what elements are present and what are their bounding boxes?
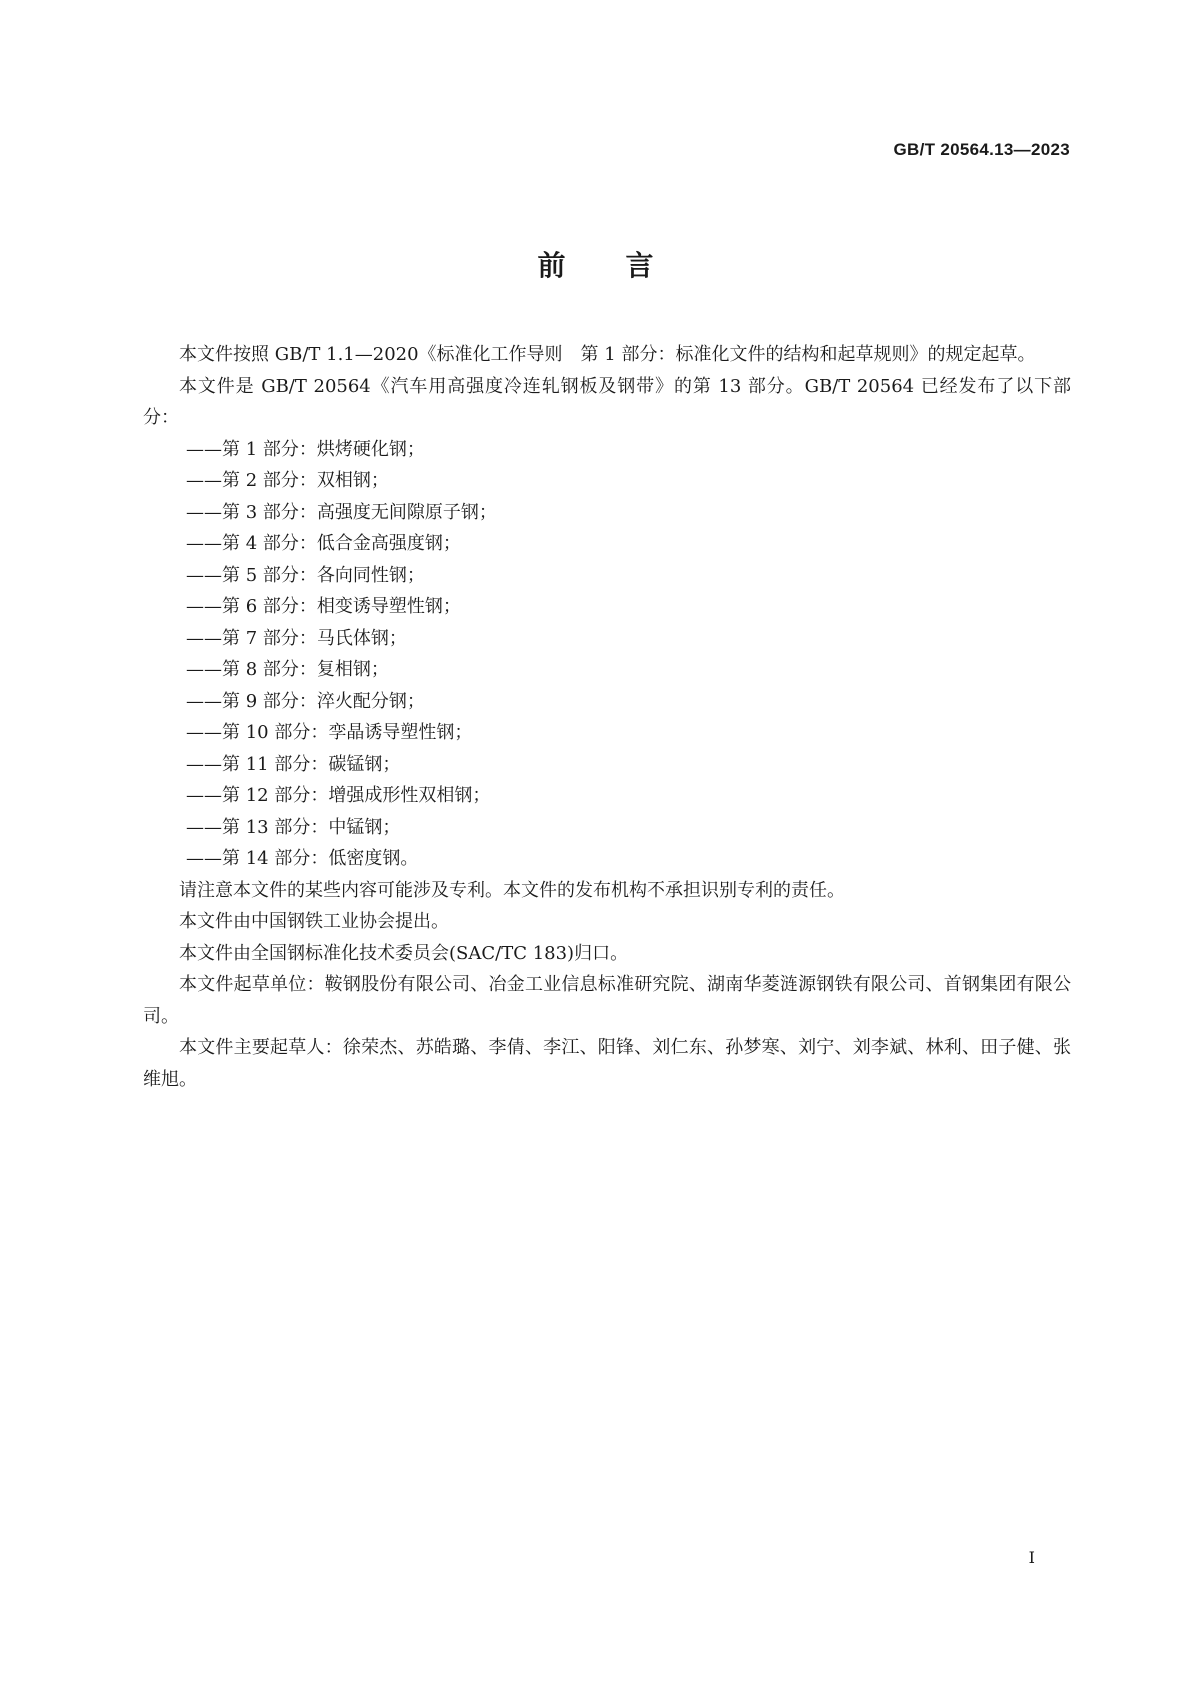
list-item: ——第 10 部分：孪晶诱导塑性钢； xyxy=(186,722,473,743)
paragraph-drafting-rules: 本文件按照 GB/T 1.1—2020《标准化工作导则 第 1 部分：标准化文件的结构和起草规则》的规定起草。 xyxy=(179,344,1036,365)
list-item: ——第 3 部分：高强度无间隙原子钢； xyxy=(186,501,497,523)
paragraph-proposed-by: 本文件由中国钢铁工业协会提出。 xyxy=(179,911,449,932)
list-item: ——第 2 部分：双相钢； xyxy=(186,470,389,491)
list-item: ——第 9 部分：淬火配分钢； xyxy=(186,690,425,712)
list-item: ——第 11 部分：碳锰钢； xyxy=(186,753,401,775)
list-item: ——第 12 部分：增强成形性双相钢； xyxy=(186,785,491,806)
parts-list xyxy=(143,434,1071,875)
paragraph-patent-notice: 请注意本文件的某些内容可能涉及专利。本文件的发布机构不承担识别专利的责任。 xyxy=(179,879,845,901)
paragraph-drafters: 本文件主要起草人：徐荣杰、苏皓璐、李倩、李江、阳锋、刘仁东、孙梦寒、刘宁、刘李斌、林利、田子健、张维旭。 xyxy=(143,1037,1071,1090)
list-item: ——第 4 部分：低合金高强度钢； xyxy=(186,533,461,554)
paragraph-responsible-committee: 本文件由全国钢标准化技术委员会(SAC/TC 183)归口。 xyxy=(179,942,629,964)
list-item: ——第 13 部分：中锰钢； xyxy=(186,816,401,838)
list-item: ——第 6 部分：相变诱导塑性钢； xyxy=(186,596,461,617)
page-title: 前言 xyxy=(537,249,714,282)
paragraph-part-intro: 本文件是 GB/T 20564《汽车用高强度冷连轧钢板及钢带》的第 13 部分。GB/T 20564 已经发布了以下部分： xyxy=(143,375,1071,428)
list-item: ——第 1 部分：烘烤硬化钢； xyxy=(186,438,425,460)
list-item: ——第 8 部分：复相钢； xyxy=(186,659,389,680)
standard-number: GB/T 20564.13—2023 xyxy=(893,140,1070,159)
paragraph-drafting-units: 本文件起草单位：鞍钢股份有限公司、冶金工业信息标准研究院、湖南华菱涟源钢铁有限公司、首钢集团有限公司。 xyxy=(143,974,1071,1027)
list-item: ——第 7 部分：马氏体钢； xyxy=(186,627,407,649)
list-item: ——第 5 部分：各向同性钢； xyxy=(186,564,425,586)
page-number: I xyxy=(1028,1548,1035,1567)
foreword-body xyxy=(143,339,1071,1095)
list-item: ——第 14 部分：低密度钢。 xyxy=(186,848,419,869)
